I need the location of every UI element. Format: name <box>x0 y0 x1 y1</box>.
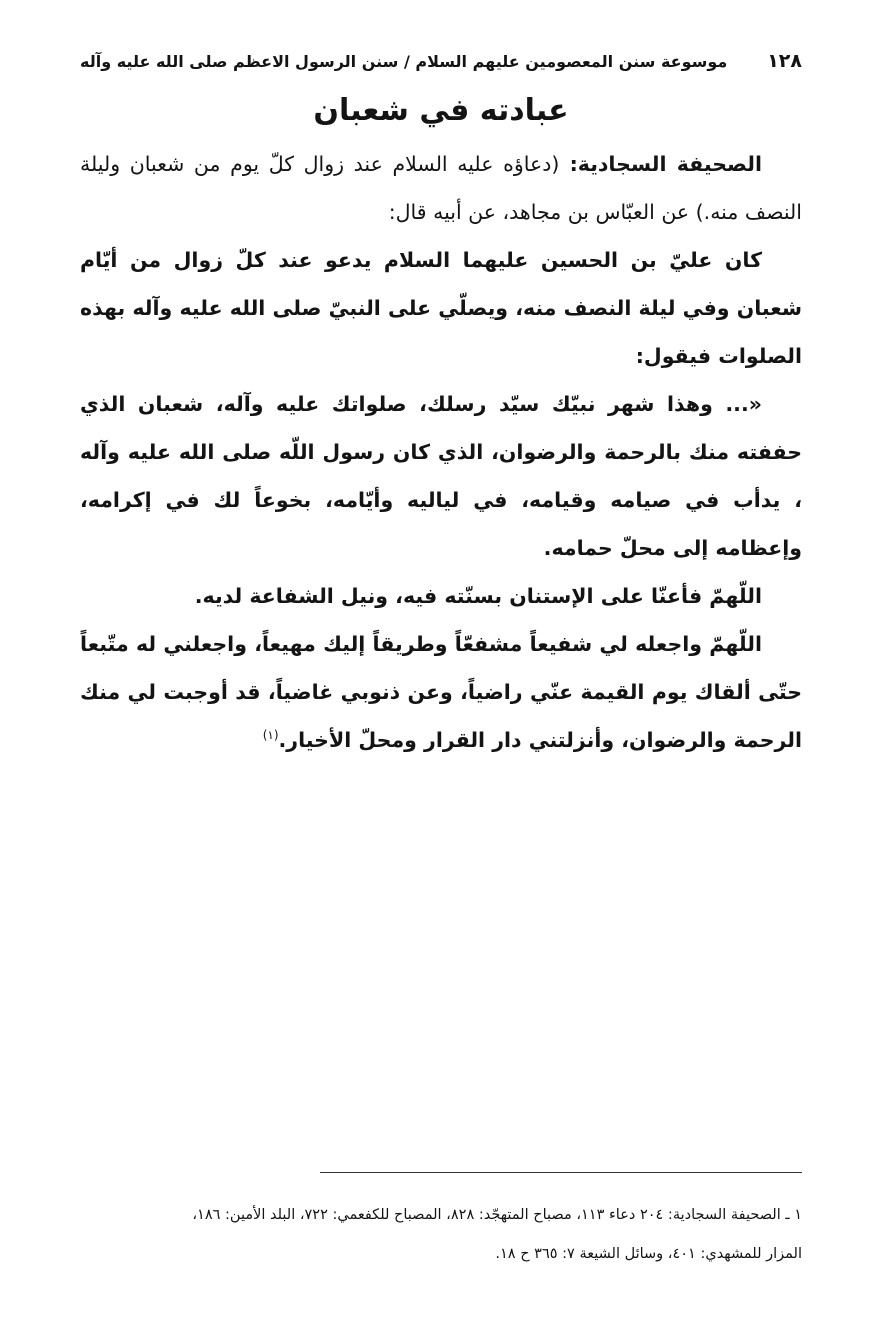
paragraph-supplication-1 <box>80 380 802 572</box>
running-head-title: موسوعة سنن المعصومين عليهم السلام / سنن الرسول الاعظم صلى الله عليه وآله <box>80 51 728 71</box>
paragraph-source <box>80 140 802 236</box>
footnote-divider <box>320 1172 802 1173</box>
paragraph-narration <box>80 236 802 380</box>
footnotes <box>80 1196 802 1274</box>
footnote-marker[interactable]: (١) <box>262 728 279 743</box>
source-intro: (دعاؤه عليه السلام عند زوال كلّ يوم من شعبان وليلة النصف منه.) عن العبّاس بن مجاهد، عن أبيه قال: <box>80 152 802 224</box>
running-head <box>80 44 802 78</box>
source-label: الصحيفة السجادية: <box>569 152 762 176</box>
footnote-line-1: ١ ـ الصحيفة السجادية: ٢٠٤ دعاء ١١٣، مصباح المتهجّد: ٨٢٨، المصباح للكفعمي: ٧٢٢، البلد الأمين: ١٨٦، <box>192 1207 802 1223</box>
page-number: ١٢٨ <box>767 50 802 72</box>
supplication-text-1: «... وهذا شهر نبيّك سيّد رسلك، صلواتك عليه وآله، شعبان الذي حففته منك بالرحمة والرضوان، الذي كان رسول اللّه صلى الله عليه وآله ، يدأب في صيامه وقيامه، في لياليه وأيّامه، بخوعاً لك في إكرامه، وإعظامه إلى محلّ حمامه. <box>80 392 802 560</box>
narration-text: كان عليّ بن الحسين عليهما السلام يدعو عند كلّ زوال من أيّام شعبان وفي ليلة النصف منه، ويصلّي على النبيّ صلى الله عليه وآله بهذه الصلوات فيقول: <box>80 248 802 368</box>
body-text <box>80 140 802 764</box>
paragraph-supplication-3 <box>80 620 802 764</box>
supplication-text-2: اللّهمّ فأعنّا على الإستنان بسنّته فيه، ونيل الشفاعة لديه. <box>194 584 762 608</box>
paragraph-supplication-2 <box>80 572 802 620</box>
footnote-line-2: المزار للمشهدي: ٤٠١، وسائل الشيعة ٧: ٣٦٥ ح ١٨. <box>495 1246 802 1262</box>
section-heading: عبادته في شعبان <box>313 93 569 128</box>
supplication-text-3: اللّهمّ واجعله لي شفيعاً مشفعّاً وطريقاً إليك مهيعاً، واجعلني له متّبعاً حتّى ألقاك يوم القيمة عنّي راضياً، وعن ذنوبي غاضياً، قد أوجبت لي منك الرحمة والرضوان، وأنزلتني دار القرار ومحلّ الأخيار. <box>80 632 802 752</box>
